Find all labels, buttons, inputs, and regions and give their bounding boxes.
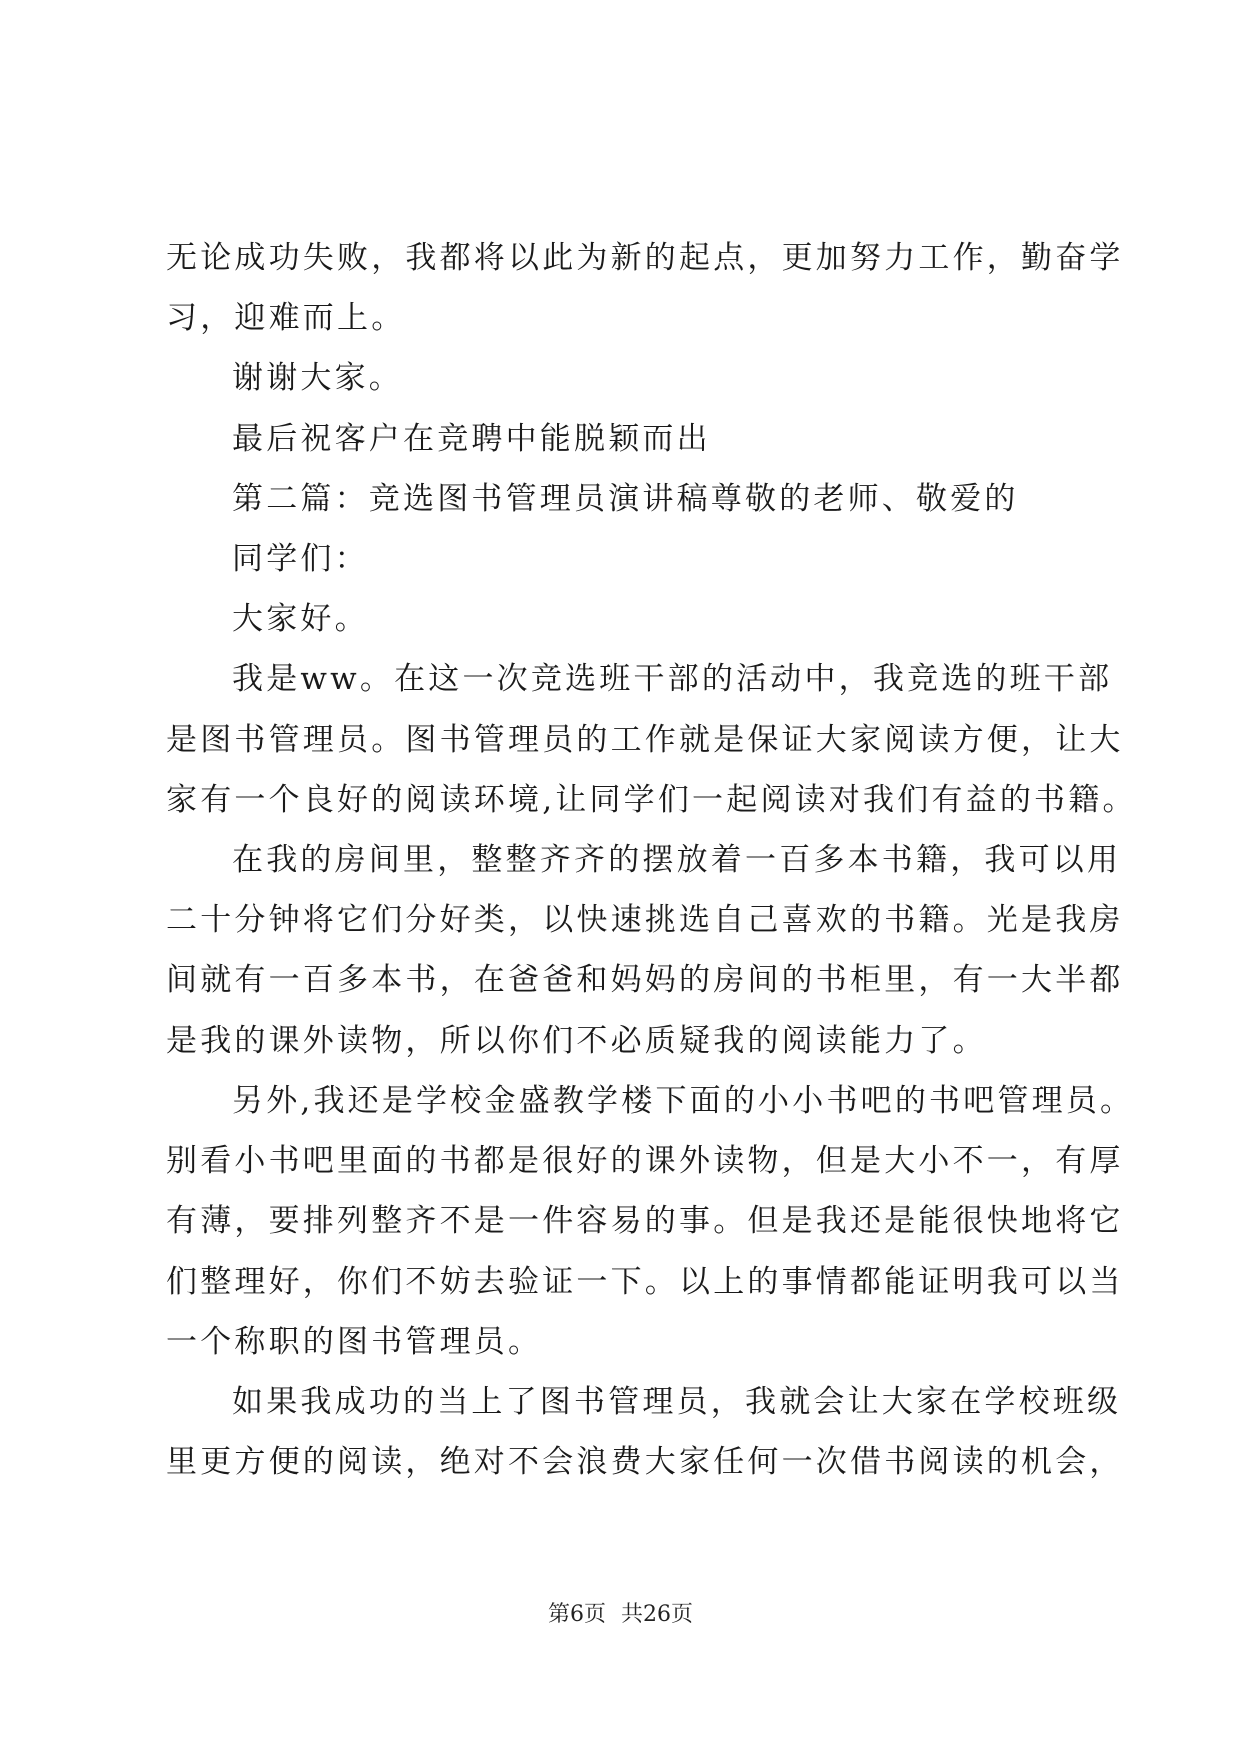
body-line: 无论成功失败，我都将以此为新的起点，更加努力工作，勤奋学 [166, 240, 1124, 276]
body-line: 另外,我还是学校金盛教学楼下面的小小书吧的书吧管理员。 [232, 1083, 1135, 1119]
body-line: 家有一个良好的阅读环境,让同学们一起阅读对我们有益的书籍。 [166, 782, 1137, 818]
page-number: 第6页 [548, 1602, 606, 1627]
body-line: 有薄，要排列整齐不是一件容易的事。但是我还是能很快地将它 [166, 1203, 1124, 1239]
body-line: 同学们： [232, 541, 369, 577]
body-line: 是我的课外读物，所以你们不必质疑我的阅读能力了。 [166, 1023, 987, 1059]
body-line: 如果我成功的当上了图书管理员，我就会让大家在学校班级 [232, 1384, 1122, 1420]
body-line: 是图书管理员。图书管理员的工作就是保证大家阅读方便，让大 [166, 722, 1124, 758]
section-heading: 第二篇：竞选图书管理员演讲稿尊敬的老师、敬爱的 [232, 481, 1019, 517]
body-line: 里更方便的阅读，绝对不会浪费大家任何一次借书阅读的机会， [166, 1444, 1124, 1480]
body-line: 我是ww。在这一次竞选班干部的活动中，我竞选的班干部 [232, 661, 1113, 697]
body-line: 大家好。 [232, 601, 369, 637]
body-line: 二十分钟将它们分好类，以快速挑选自己喜欢的书籍。光是我房 [166, 902, 1124, 938]
page-total: 共26页 [621, 1602, 693, 1627]
body-line: 们整理好，你们不妨去验证一下。以上的事情都能证明我可以当 [166, 1264, 1124, 1300]
body-line: 一个称职的图书管理员。 [166, 1324, 543, 1360]
body-line: 别看小书吧里面的书都是很好的课外读物，但是大小不一，有厚 [166, 1143, 1124, 1179]
body-line: 谢谢大家。 [232, 360, 403, 396]
body-line: 在我的房间里，整整齐齐的摆放着一百多本书籍，我可以用 [232, 842, 1122, 878]
page-footer [0, 1600, 1241, 1630]
body-line: 间就有一百多本书，在爸爸和妈妈的房间的书柜里，有一大半都 [166, 962, 1124, 998]
body-line: 习，迎难而上。 [166, 300, 406, 336]
body-line: 最后祝客户在竞聘中能脱颖而出 [232, 421, 711, 457]
